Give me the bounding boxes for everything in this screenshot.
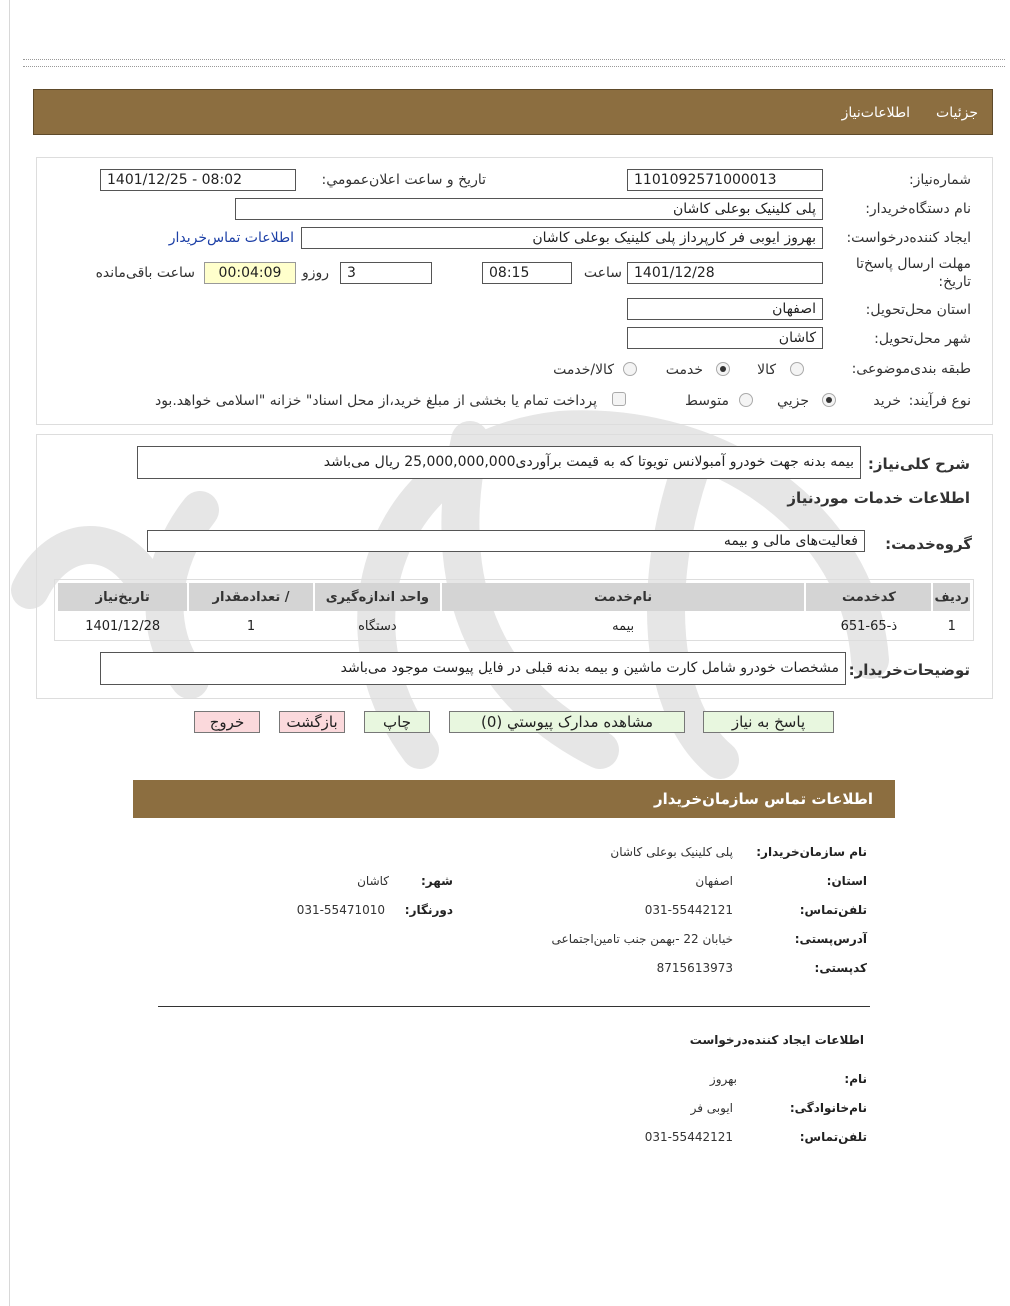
creator-name-value: بهروز xyxy=(709,1072,737,1086)
announce-date-field: 1401/12/25 - 08:02 xyxy=(100,169,296,191)
org-name-label: نام سازمان‌خریدار: xyxy=(756,845,867,859)
contact-fax-value: 031-55471010 xyxy=(296,903,385,917)
contact-postal-value: 8715613973 xyxy=(656,961,733,975)
process-option-purchase: خرید xyxy=(873,393,901,409)
category-option-goods: کالا xyxy=(757,362,776,378)
category-option-service: خدمت xyxy=(665,362,703,378)
general-description-field: بیمه بدنه جهت خودرو آمبولانس تویوتا که به قیمت برآوردی25,000,000,000 ریال می‌باشد xyxy=(137,446,861,479)
creator-phone-label: تلفن‌تماس: xyxy=(799,1130,867,1144)
top-dotted-divider xyxy=(23,59,1005,67)
contact-province-value: اصفهان xyxy=(695,874,733,888)
process-option-medium: متوسط xyxy=(685,393,729,409)
treasury-checkbox[interactable] xyxy=(612,392,626,406)
contact-address-label: آدرس‌پستی: xyxy=(794,932,867,946)
cell-service-name: بیمه xyxy=(612,618,635,634)
announce-date-label: تاریخ و ساعت اعلان‌عمومي: xyxy=(321,172,486,188)
header-need-date: تاریخ‌نیاز xyxy=(58,583,187,611)
section-divider xyxy=(158,1006,870,1007)
cell-row-number: 1 xyxy=(947,618,956,634)
remaining-time-label: ساعت باقی‌مانده xyxy=(95,265,195,281)
category-radio-service[interactable] xyxy=(716,362,730,376)
tab-need-info[interactable]: اطلاعات‌نیاز xyxy=(841,105,910,121)
process-radio-medium[interactable] xyxy=(739,393,753,407)
treasury-note: پرداخت تمام یا بخشی از مبلغ خرید،از محل اسناد" خزانه "اسلامی خواهد.بود xyxy=(154,393,597,409)
creator-family-label: نام‌خانوادگی: xyxy=(789,1101,867,1115)
process-option-minor: جزیي xyxy=(777,393,809,409)
cell-unit: دستگاه xyxy=(358,618,397,634)
deadline-time-field: 08:15 xyxy=(482,262,572,284)
deadline-date-label: تاریخ: xyxy=(938,274,971,290)
cell-service-code: ذ-65-651 xyxy=(840,618,898,634)
header-unit: واحد اندازه‌گیری xyxy=(315,583,440,611)
buyer-org-field: پلی کلینیک بوعلی کاشان xyxy=(235,198,823,220)
page-left-border xyxy=(9,0,10,1306)
creator-label: ایجاد کننده‌درخواست: xyxy=(846,230,971,246)
service-group-label: گروه‌خدمت: xyxy=(885,535,972,553)
category-radio-goods-service[interactable] xyxy=(623,362,637,376)
need-details-header xyxy=(33,89,993,135)
buyer-contact-link[interactable]: اطلاعات تماس‌خریدار xyxy=(168,230,294,246)
process-type-label: نوع فرآیند: xyxy=(908,393,971,409)
contact-postal-label: کدپستی: xyxy=(814,961,867,975)
contact-fax-label: دورنگار: xyxy=(404,903,453,917)
view-attachments-button[interactable]: مشاهده مدارک پیوستي (0) xyxy=(449,711,685,733)
province-label: استان محل‌تحویل: xyxy=(865,302,971,318)
category-option-goods-service: کالا/خدمت xyxy=(553,362,614,378)
contact-phone-value: 031-55442121 xyxy=(644,903,733,917)
city-field: کاشان xyxy=(627,327,823,349)
days-label: روزو xyxy=(301,265,329,281)
contact-province-label: استان: xyxy=(826,874,867,888)
creator-info-title: اطلاعات ایجاد کننده‌درخواست xyxy=(689,1033,864,1047)
general-description-label: شرح کلی‌نیاز: xyxy=(867,455,970,473)
category-label: طبقه بندی‌موضوعی: xyxy=(851,361,971,377)
deadline-time-label: ساعت xyxy=(583,265,622,281)
contact-address-value: خیابان 22 -بهمن جنب تامین‌اجتماعی xyxy=(551,932,733,946)
buyer-org-label: نام دستگاه‌خریدار: xyxy=(865,201,971,217)
buyer-notes-label: توضیحات‌خریدار: xyxy=(848,661,970,679)
buyer-contact-title: اطلاعات تماس سازمان‌خریدار xyxy=(653,790,873,808)
org-name-value: پلی کلینیک بوعلی کاشان xyxy=(610,845,733,859)
table-header-row xyxy=(58,583,970,611)
back-button[interactable]: بازگشت xyxy=(279,711,345,733)
process-radio-minor[interactable] xyxy=(822,393,836,407)
days-remaining-field: 3 xyxy=(340,262,432,284)
remaining-time-field: 00:04:09 xyxy=(204,262,296,284)
header-row-number: ردیف xyxy=(933,583,970,611)
buyer-contact-header xyxy=(133,780,895,818)
category-radio-goods[interactable] xyxy=(790,362,804,376)
deadline-label: مهلت ارسال پاسخ‌تا xyxy=(855,256,971,272)
need-number-field: 1101092571000013 xyxy=(627,169,823,191)
tab-details[interactable]: جزئیات xyxy=(936,105,978,121)
header-service-code: کدخدمت xyxy=(806,583,931,611)
services-info-title: اطلاعات خدمات موردنیاز xyxy=(787,489,970,507)
services-table xyxy=(56,581,972,641)
cell-need-date: 1401/12/28 xyxy=(85,618,161,634)
print-button[interactable]: چاپ xyxy=(364,711,430,733)
exit-button[interactable]: خروج xyxy=(194,711,260,733)
header-quantity: / تعدادمقدار xyxy=(189,583,312,611)
respond-button[interactable]: پاسخ به نیاز xyxy=(703,711,834,733)
creator-name-label: نام: xyxy=(844,1072,867,1086)
contact-phone-label: تلفن‌تماس: xyxy=(799,903,867,917)
creator-family-value: ایوبی فر xyxy=(690,1101,733,1115)
city-label: شهر محل‌تحویل: xyxy=(874,331,971,347)
creator-phone-value: 031-55442121 xyxy=(644,1130,733,1144)
cell-quantity: 1 xyxy=(246,618,256,634)
province-field: اصفهان xyxy=(627,298,823,320)
contact-city-label: شهر: xyxy=(421,874,453,888)
header-service-name: نام‌خدمت xyxy=(442,583,804,611)
table-row xyxy=(58,613,970,639)
need-number-label: شماره‌نیاز: xyxy=(908,172,971,188)
deadline-date-field: 1401/12/28 xyxy=(627,262,823,284)
buyer-notes-field: مشخصات خودرو شامل کارت ماشین و بیمه بدنه قبلی در فایل پیوست موجود می‌باشد xyxy=(100,652,846,685)
creator-field: بهروز ایوبی فر کارپرداز پلی کلینیک بوعلی کاشان xyxy=(301,227,823,249)
contact-city-value: کاشان xyxy=(357,874,389,888)
service-group-field: فعالیت‌های مالی و بیمه xyxy=(147,530,865,552)
